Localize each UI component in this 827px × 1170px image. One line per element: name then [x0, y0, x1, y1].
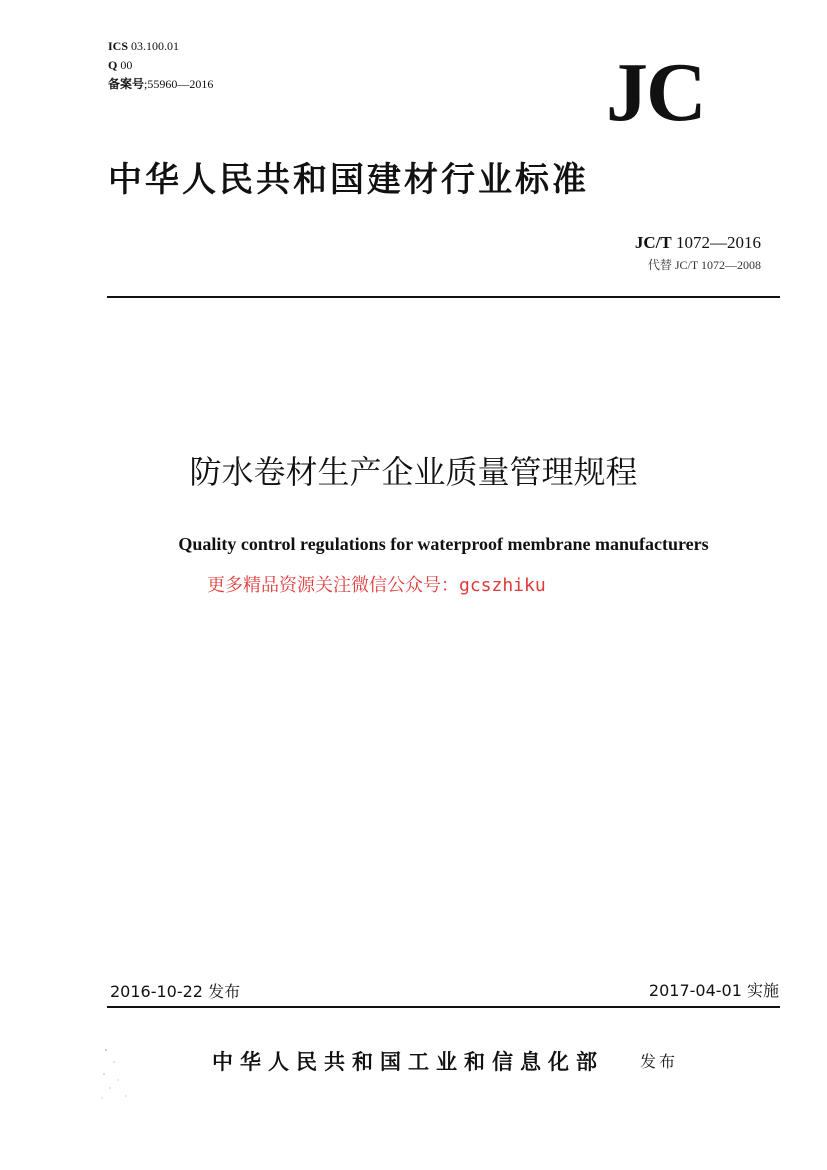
promo-message: 更多精品资源关注微信公众号：: [207, 575, 459, 596]
promo-handle: gcszhiku: [459, 575, 546, 596]
ccs-value: 00: [120, 58, 133, 72]
effective-date: 2017-04-01 实施: [648, 981, 779, 1000]
record-label: 备案号: [108, 77, 145, 91]
standard-code: JC/T: [634, 233, 672, 252]
promo-text: [207, 574, 546, 598]
standard-category-title: 中华人民共和国建材行业标准: [108, 160, 589, 200]
ccs-code: [108, 57, 132, 73]
ccs-label: Q: [108, 58, 118, 72]
top-divider: [107, 296, 780, 298]
ics-label: ICS: [108, 39, 129, 53]
document-title-zh: 防水卷材生产企业质量管理规程: [189, 453, 638, 491]
standard-number-value: 1072—2016: [676, 233, 761, 252]
record-value: ;55960—2016: [144, 77, 214, 91]
publisher-name: 中华人民共和国工业和信息化部: [212, 1049, 604, 1074]
bottom-divider: [107, 1006, 780, 1008]
ics-value: 03.100.01: [131, 39, 180, 53]
replaces-standard: 代替 JC/T 1072—2008: [647, 258, 761, 272]
scan-noise: [96, 1040, 136, 1104]
publisher-action: 发布: [640, 1052, 679, 1071]
document-title-en: Quality control regulations for waterproof membrane manufacturers: [178, 534, 709, 554]
record-number: [108, 76, 213, 92]
ics-code: [108, 38, 179, 54]
standard-number: [635, 232, 761, 254]
issue-date: 2016-10-22 发布: [110, 982, 241, 1001]
standard-mark: JC: [606, 46, 705, 139]
